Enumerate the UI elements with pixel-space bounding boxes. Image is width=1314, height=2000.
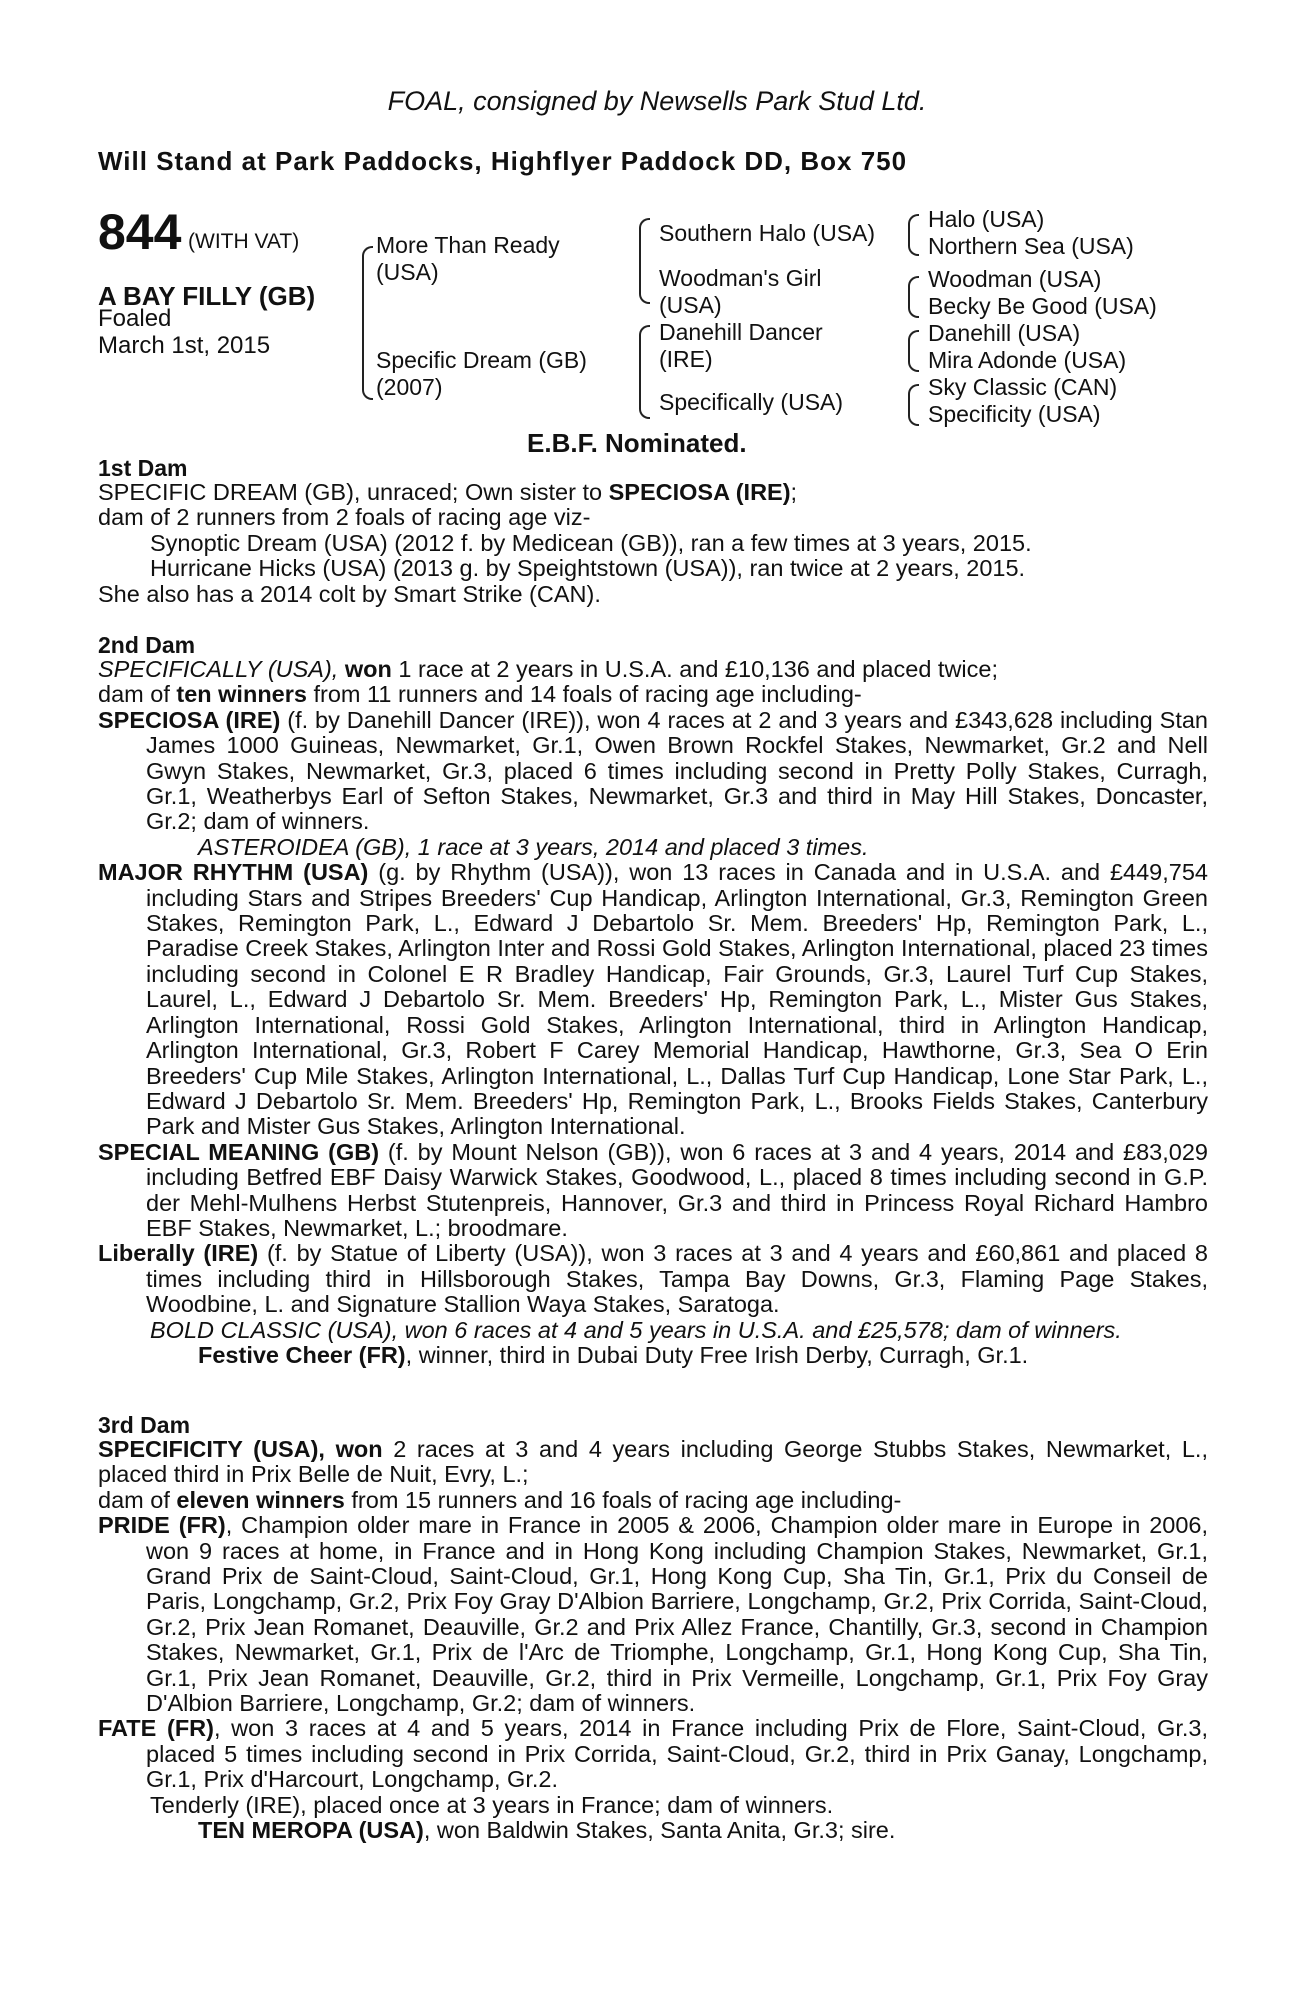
pedigree-dsd: Mira Adonde (USA) — [928, 347, 1127, 373]
produce-pride: PRIDE (FR), Champion older mare in France in 2005 & 2006, Champion older mare in Europe in 2006, won 9 races at home, in France and in Hong Kong including Champion Stakes, Newmarket, Gr.1, Grand Prix de Saint-Cloud, Saint-Cloud, Gr.1, Hong Kong Cup, Sha Tin, Gr.1, Prix du Conseil de Paris, Longchamp, Gr.2, Prix Foy Gray D'Albion Barriere, Longchamp, Gr.2, Prix Corrida, Saint-Cloud, Gr.2, Prix Jean Romanet, Deauville, Gr.2 and Prix Allez France, Chantilly, Gr.3, second in Champion Stakes, Newmarket, Gr.1, Prix de l'Arc de Triomphe, Longchamp, Gr.1, Hong Kong Cup, Sha Tin, Gr.1, Prix Jean Romanet, Deauville, Gr.2, third in Prix Vermeille, Longchamp, Gr.1, Prix Foy Gray D'Albion Barriere, Longchamp, Gr.2; dam of winners. — [98, 1512, 1209, 1717]
pedigree-dd: Specifically (USA) — [659, 389, 844, 415]
produce-festive-cheer: Festive Cheer (FR), winner, third in Dubai Duty Free Irish Derby, Curragh, Gr.1. — [198, 1341, 1029, 1368]
horse-description: A BAY FILLY (GB) — [98, 281, 316, 311]
pedigree-sd-line2: (USA) — [659, 292, 722, 318]
first-dam-line1: SPECIFIC DREAM (GB), unraced; Own sister to SPECIOSA (IRE); — [98, 479, 798, 505]
pedigree-ds-line2: (IRE) — [659, 346, 713, 372]
produce-tenderly: Tenderly (IRE), placed once at 3 years in France; dam of winners. — [150, 1791, 834, 1818]
third-dam-intro2: dam of eleven winners from 15 runners and 16 foals of racing age including- — [98, 1486, 902, 1513]
pedigree-sire-line2: (USA) — [376, 259, 439, 285]
second-dam-intro2: dam of ten winners from 11 runners and 14 foals of racing age including- — [98, 681, 862, 708]
pedigree-dam-line1: Specific Dream (GB) — [376, 347, 587, 373]
foaled-label: Foaled — [98, 305, 172, 332]
consignment-line: FOAL, consigned by Newsells Park Stud Ltd. — [387, 86, 927, 116]
pedigree-sss: Halo (USA) — [928, 206, 1045, 232]
third-dam-heading: 3rd Dam — [98, 1412, 191, 1438]
produce-fate: FATE (FR), won 3 races at 4 and 5 years, 2014 in France including Prix de Flore, Saint-Cloud, Gr.3, placed 5 times including second in Prix Corrida, Saint-Cloud, Gr.2, third in Prix Ganay, Longchamp, Gr.1, Prix d'Harcourt, Longchamp, Gr.2. — [98, 1715, 1208, 1793]
pedigree-ds-line1: Danehill Dancer — [659, 319, 823, 345]
produce-speciosa: SPECIOSA (IRE) (f. by Danehill Dancer (IRE)), won 4 races at 2 and 3 years and £343,628 including Stan James 1000 Guineas, Newmarket, Gr.1, Owen Brown Rockfel Stakes, Newmarket, Gr.2 and Nell Gwyn Stakes, Newmarket, Gr.3, placed 6 times including second in Pretty Polly Stakes, Curragh, Gr.1, Weatherbys Earl of Sefton Stakes, Newmarket, Gr.3 and third in May Hill Stakes, Doncaster, Gr.2; dam of winners. — [98, 706, 1208, 835]
second-dam-intro: SPECIFICALLY (USA), won 1 race at 2 years in U.S.A. and £10,136 and placed twice; — [98, 656, 998, 682]
first-dam-section — [98, 480, 1208, 607]
first-dam-line3: She also has a 2014 colt by Smart Strike (CAN). — [98, 580, 601, 607]
produce-major-rhythm: MAJOR RHYTHM (USA) (g. by Rhythm (USA)), won 13 races in Canada and in U.S.A. and £449,754 including Stars and Stripes Breeders' Cup Handicap, Arlington International, Gr.3, Remington Green Stakes, Remington Park, L., Edward J Debartolo Sr. Mem. Breeders' Hp, Remington Park, L., Paradise Creek Stakes, Arlington Inter and Rossi Gold Stakes, Arlington International, placed 23 times including second in Colonel E R Bradley Handicap, Fair Grounds, Gr.3, Laurel Turf Cup Stakes, Laurel, L., Edward J Debartolo Sr. Mem. Breeders' Hp, Remington Park, L., Mister Gus Stakes, Arlington International, Rossi Gold Stakes, Arlington International, third in Arlington Handicap, Arlington International, Gr.3, Robert F Carey Memorial Handicap, Hawthorne, Gr.3, Sea O Erin Breeders' Cup Mile Stakes, Arlington International, L., Dallas Turf Cup Handicap, Lone Star Park, L., Edward J Debartolo Sr. Mem. Breeders' Hp, Remington Park, L., Brooks Fields Stakes, Canterbury Park and Mister Gus Stakes, Arlington International. — [98, 859, 1208, 1140]
produce-synoptic: Synoptic Dream (USA) (2012 f. by Medicean (GB)), ran a few times at 3 years, 2015. — [150, 529, 1032, 556]
pedigree-ss: Southern Halo (USA) — [659, 220, 876, 246]
speciosa-ref: SPECIOSA (IRE) — [608, 479, 791, 505]
pedigree-dss: Danehill (USA) — [928, 320, 1081, 346]
produce-asteroidea: ASTEROIDEA (GB), 1 race at 3 years, 2014 and placed 3 times. — [198, 833, 869, 860]
pedigree-sd-line1: Woodman's Girl — [659, 265, 822, 291]
stand-location: Will Stand at Park Paddocks, Highflyer Paddock DD, Box 750 — [98, 146, 908, 176]
bracket-ds — [908, 330, 919, 372]
second-dam-section — [98, 657, 1208, 1368]
bracket-sd — [908, 276, 919, 318]
pedigree-sdd: Becky Be Good (USA) — [928, 293, 1157, 319]
vat-note: (WITH VAT) — [188, 230, 300, 253]
produce-hurricane: Hurricane Hicks (USA) (2013 g. by Speightstown (USA)), ran twice at 2 years, 2015. — [150, 555, 1026, 582]
pedigree-sds: Woodman (USA) — [928, 266, 1102, 292]
produce-special-meaning: SPECIAL MEANING (GB) (f. by Mount Nelson (GB)), won 6 races at 3 and 4 years, 2014 and £83,029 including Betfred EBF Daisy Warwick Stakes, Goodwood, L., placed 8 times including second in G.P. der Mehl-Mulhens Herbst Stutenpreis, Hannover, Gr.3 and third in Princess Royal Richard Hambro EBF Stakes, Newmarket, L.; broodmare. — [98, 1138, 1208, 1241]
bracket-dd — [908, 384, 919, 426]
produce-liberally: Liberally (IRE) (f. by Statue of Liberty (USA)), won 3 races at 3 and 4 years and £60,861 and placed 8 times including third in Hillsborough Stakes, Tampa Bay Downs, Gr.3, Flaming Page Stakes, Woodbine, L. and Signature Stallion Waya Stakes, Saratoga. — [98, 1240, 1208, 1318]
pedigree-ssd: Northern Sea (USA) — [928, 233, 1134, 259]
pedigree-dds: Sky Classic (CAN) — [928, 374, 1118, 400]
second-dam-heading: 2nd Dam — [98, 632, 196, 658]
bracket-sire-parents — [639, 218, 650, 304]
pedigree-sire-line1: More Than Ready — [376, 232, 560, 258]
ebf-nomination: E.B.F. Nominated. — [527, 428, 747, 458]
foaled-date: March 1st, 2015 — [98, 332, 271, 359]
lot-number: 844 — [98, 204, 182, 260]
third-dam-intro: SPECIFICITY (USA), won 2 races at 3 and 4 years including George Stubbs Stakes, Newmarket, L., placed third in Prix Belle de Nuit, Evry, L.; — [98, 1436, 1208, 1488]
pedigree-dam-line2: (2007) — [376, 374, 443, 400]
first-dam-heading: 1st Dam — [98, 455, 188, 481]
bracket-dam-parents — [639, 325, 650, 419]
pedigree-ddd: Specificity (USA) — [928, 401, 1101, 427]
third-dam-section — [98, 1437, 1208, 1844]
first-dam-line2: dam of 2 runners from 2 foals of racing age viz- — [98, 504, 591, 531]
bracket-ss — [908, 214, 919, 256]
produce-bold-classic: BOLD CLASSIC (USA), won 6 races at 4 and 5 years in U.S.A. and £25,578; dam of winners. — [150, 1316, 1122, 1343]
produce-ten-meropa: TEN MEROPA (USA), won Baldwin Stakes, Santa Anita, Gr.3; sire. — [198, 1817, 896, 1844]
bracket-sire-dam — [362, 246, 373, 400]
